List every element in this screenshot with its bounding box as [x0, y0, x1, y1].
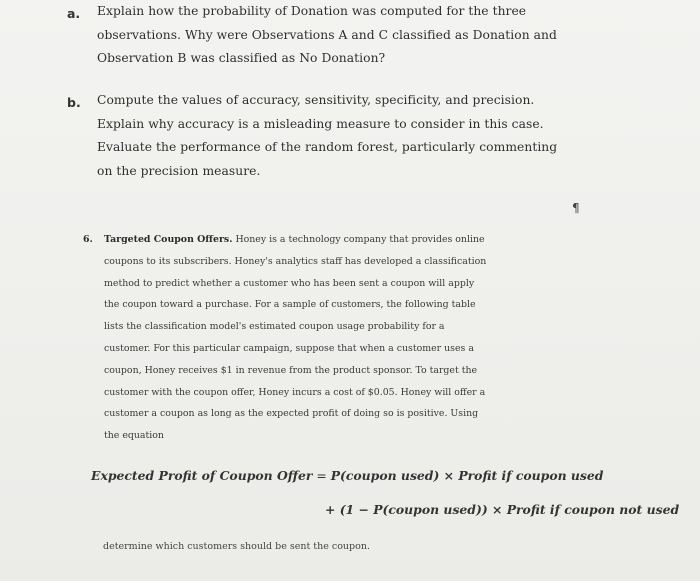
problem-6-first-line-rest: Honey is a technology company that provides online [235, 234, 485, 245]
problem-6-line: customer. For this particular campaign, suppose that when a customer uses a [104, 342, 474, 354]
closing-instruction: determine which customers should be sent the coupon. [103, 541, 370, 552]
part-a-text [97, 0, 557, 71]
problem-6-line: coupon, Honey receives $1 in revenue from the product sponsor. To target the [104, 364, 478, 376]
part-b-label: b. [67, 95, 81, 110]
problem-6-number [83, 229, 93, 251]
part-a-line: Observation B was classified as No Donation? [97, 51, 386, 65]
problem-6-line: the equation [104, 430, 164, 442]
part-a-line: Explain how the probability of Donation was computed for the three [97, 4, 527, 18]
part-b-text [97, 89, 557, 183]
problem-6-number-text: 6. [83, 234, 93, 245]
problem-6-line: customer with the coupon offer, Honey incurs a cost of $0.05. Honey will offer a [104, 386, 486, 398]
problem-6-first-line [104, 229, 486, 251]
equation-rhs-2: + (1 − P(coupon used)) × Profit if coupon not used [325, 502, 680, 517]
problem-6-line: method to predict whether a customer who has been sent a coupon will apply [104, 277, 475, 289]
problem-6-line: customer a coupon as long as the expected profit of doing so is positive. Using [104, 408, 479, 420]
equation-lhs: Expected Profit of Coupon Offer [91, 468, 313, 483]
equation-rhs-1: P(coupon used) × Profit if coupon used [330, 468, 604, 483]
part-b-line: on the precision measure. [97, 163, 261, 178]
equation-line-2 [325, 502, 679, 517]
problem-6-text [104, 229, 486, 447]
problem-6-line: coupons to its subscribers. Honey's analytics staff has developed a classification [104, 255, 487, 267]
part-b-line: Evaluate the performance of the random forest, particularly commenting [97, 140, 558, 154]
part-a-line: observations. Why were Observations A and C classified as Donation and [97, 27, 557, 42]
part-a-label: a. [67, 6, 81, 21]
problem-6-line: the coupon toward a purchase. For a sample of customers, the following table [104, 299, 476, 311]
problem-6-title: Targeted Coupon Offers. [104, 234, 233, 245]
equation-equals: = [312, 468, 331, 483]
part-b-line: Compute the values of accuracy, sensitivity, specificity, and precision. [97, 93, 535, 107]
paragraph-mark-icon: ¶ [572, 201, 580, 215]
part-b-line: Explain why accuracy is a misleading measure to consider in this case. [97, 116, 544, 131]
equation-line-1 [91, 468, 603, 483]
problem-6-line: lists the classification model's estimated coupon usage probability for a [104, 321, 445, 333]
